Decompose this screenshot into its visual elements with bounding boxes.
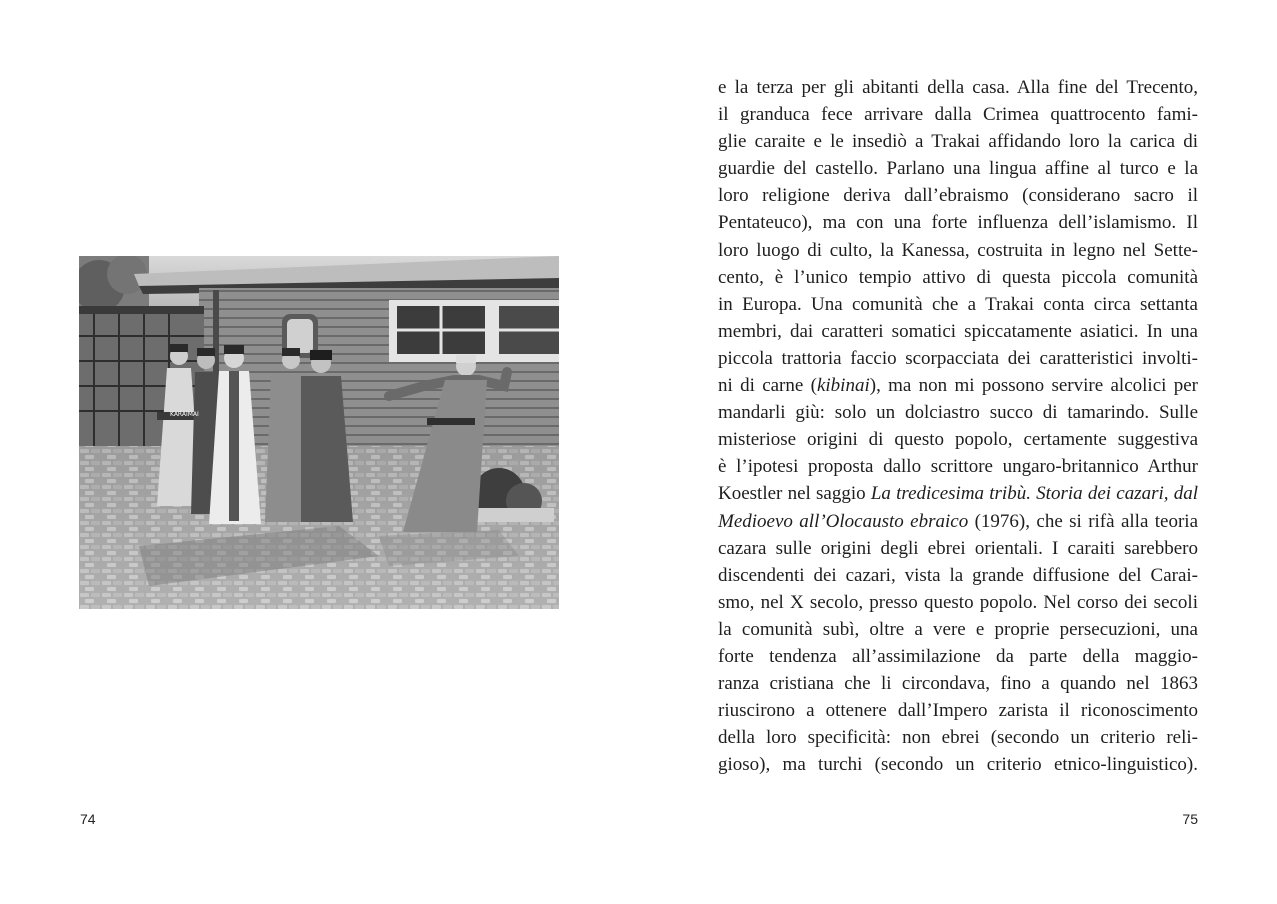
text-line: loro luogo di culto, la Kanessa, costruita in legno nel Sette- <box>718 239 1198 261</box>
text-fragment: ), ma non mi possono servire alcolici per <box>869 375 1198 397</box>
text-fragment: ni di carne ( <box>718 375 817 397</box>
text-line: misteriose origini di questo popolo, certamente suggestiva <box>718 429 1198 451</box>
text-line: forte tendenza all’assimilazione da parte della maggio- <box>718 645 1198 667</box>
text-line: il granduca fece arrivare dalla Crimea quattrocento fami- <box>718 104 1198 126</box>
text-line <box>718 508 1198 535</box>
text-fragment: Koestler nel saggio <box>718 483 871 505</box>
text-line: loro religione deriva dall’ebraismo (considerano sacro il <box>718 185 1198 207</box>
text-line: membri, dai caratteri somatici spiccatamente asiatici. In una <box>718 320 1198 342</box>
page-number-right: 75 <box>1182 811 1198 827</box>
text-line: ranza cristiana che li circondava, fino a quando nel 1863 <box>718 673 1198 695</box>
text-line <box>718 372 1198 399</box>
body-text <box>718 74 1198 778</box>
text-line: riuscirono a ottenere dall’Impero zarista il riconoscimento <box>718 700 1198 722</box>
photo-sign-text: KARAIMAI <box>170 411 199 418</box>
text-line: cazara sulle origini degli ebrei orientali. I caraiti sarebbero <box>718 537 1198 559</box>
text-line: piccola trattoria faccio scorpacciata dei caratteristici involti- <box>718 347 1198 369</box>
book-title: La tredicesima tribù. Storia dei cazari, dal <box>870 483 1198 505</box>
text-line: la comunità subì, oltre a vere e proprie persecuzioni, una <box>718 618 1198 640</box>
text-line: e la terza per gli abitanti della casa. Alla fine del Trecento, <box>718 77 1198 98</box>
text-line: Pentateuco), ma con una forte influenza dell’islamismo. Il <box>718 212 1198 234</box>
text-fragment: (1976), che si rifà alla teoria <box>968 510 1199 532</box>
text-line: della loro specificità: non ebrei (secondo un criterio reli- <box>718 727 1198 749</box>
text-line: glie caraite e le insediò a Trakai affidando loro la carica di <box>718 131 1198 153</box>
text-line <box>718 480 1198 507</box>
text-line: discendenti dei cazari, vista la grande diffusione del Carai- <box>718 564 1198 586</box>
text-line: in Europa. Una comunità che a Trakai conta circa settanta <box>718 293 1198 315</box>
text-line: mandarli giù: solo un dolciastro succo di tamarindo. Sulle <box>718 402 1198 424</box>
italic-term: kibinai <box>816 375 870 397</box>
left-page <box>0 0 638 904</box>
right-page <box>638 0 1277 904</box>
text-line: è l’ipotesi proposta dallo scrittore ungaro-britannico Arthur <box>718 456 1198 478</box>
text-line: cento, è l’unico tempio attivo di questa piccola comunità <box>718 266 1198 288</box>
text-line: gioso), ma turchi (secondo un criterio etnico-linguistico). <box>718 754 1198 776</box>
photograph-karaim-figures <box>79 256 559 609</box>
book-title: Medioevo all’Olocausto ebraico <box>718 510 969 532</box>
page-number-left: 74 <box>80 811 96 827</box>
text-line: guardie del castello. Parlano una lingua affine al turco e la <box>718 158 1198 180</box>
text-line: smo, nel X secolo, presso questo popolo. Nel corso dei secoli <box>718 591 1198 613</box>
